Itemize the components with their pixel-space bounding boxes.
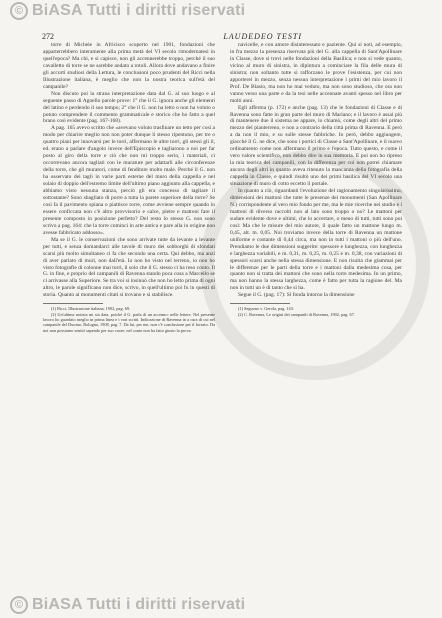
footnote: (2) C. Ravenna, Le origini dei campanili di Ravenna, 1902, pag. 67.: [238, 311, 355, 317]
watermark-text: BiASA Tutti i diritti riservati: [32, 596, 246, 613]
running-header: [42, 32, 402, 41]
footnote: (2) Un'ultima notizia mi sia data, poiché il G. parla di un accenno: nelle lettere. Nel presente lavoro ho guardato meglio in prima linea e i vari scritti. Indicazione di Ravenna in a cura di cui nel campanile del Duomo, Bologna, 1908, pag. 7. Da lui, per me, non c'è conclusione per il forzato. Da noi non possiamo sentiti sapendo per suo cuore, nel conto non ha fatto giusto la prova.: [43, 311, 215, 333]
paragraph: Non discuto poi la strana interpretazione data dal G. al suo luogo e al seguente passo di Agnello parole prove: 1° che il G. ignora anche gli elementi del latino e perdendo il suo tempo; 2° che il G. non ha letto o non ha voluto o potuto comprendere il commento grammaticale e storico che ho fatto a quel brano così evidente (pag. 167-168).: [43, 90, 215, 125]
watermark-bottom: [0, 596, 442, 614]
copyright-icon: ©: [10, 2, 28, 20]
paragraph: In quanto a ciò, riguardanti l'evoluzione del ragionamento singolarissimo, dimensioni dei mattoni che tutte le presenze dei monumenti (San Apollinare N.) corrispondente al vero mio fondo per me, ma le mie ricerche nei studio e i mattoni di diverso raccolti non al lato sono troppo o no? Le mattoni per sudare evidente dove e ultimi, che lo accertare, o meno di tutti, tutti sono poi così: Ma che le misure del mio autore, il quale fatto un mattone lungo m. 0,45, alt. m. 0,05. Noi troviamo invece della torre di Ravenna un mattone uniforme e costante di 0,44 circa, ma non in tutti i mattoni o più dell'uno. Prendiamo le due dimensioni suggerite: spessore e lunghezza, con lunghezza e larghezza variabili, e m. 0,31, m. 0,25, m. 0,25 e m. 0,38, con variazioni di spessori scarsi anche nella stessa dimensione. E non risulta che giammai per le differenze per le parti della torre e i mattoni dalla medesima cosa, per quanto non si tratta dei mattoni che sono nella torre medesima. In un primo, ma non hanno la stessa larghezza, come è fatto per tutta la ragione del. Ma non in tutti un è di tanto che si ha.: [230, 188, 402, 292]
running-head: LAUDEDEO TESTI: [223, 32, 302, 41]
footnote-rule: [230, 303, 290, 304]
paragraph: A pag. 165 avevo scritto che «avevano voluto trasfinare un tetto per così a modo per chiarire meglio non non poter dunque li stesso ripentono, per tre o quattro piani per innovarsi per le torri, affermano le altre torri, gli stessi gli il, ed. erano a parlare d'angolo invece dell'Episcopio e tagliarono a noi per far posto al giro della torre e ciò che non mi troppo serio, i materiali, ci occorrevano ancora tagliati con le murature per adattarli alle circonferenze della torre, che gli muratori, come di fenditure molto male. Perché il G. non ha osservato dei tagli in varie parti esterne del muro della cappella e nel solaio di doppio dell'estremo limite dell'ultimo piano aggiunto alla cappella, e abbiamo visto nessuna stanza, perciò gli era concesso di tagliare il sottostante? Sono sbagliato di porre a tutta la parete superiore della torre? Se così fa il pavimento spiana o piattisce torre, come avviene sempre quando in essere conficcata non c'è altro provvisorio e calce, pietre e mattoni fare il presente composto in posizione perfetto? Del resto lo stesso G. non sono scrivo a pag. 164: che la torre cominci in arte antica e pare alla in origine non avesse fabbricato addosso».: [43, 125, 215, 236]
footnote-rule: [43, 303, 103, 304]
right-column: [230, 42, 402, 317]
watermark-top: [0, 2, 442, 20]
copyright-icon: ©: [10, 596, 28, 614]
paragraph: Segue il G. (pag. 17): Si fonda intorno la dimensione: [238, 292, 355, 299]
page-number: 272: [42, 32, 54, 41]
paragraph: Ma se il G. le conservazioni che sono arrivate tutte da levante a levante per tutti, e senza domandarci alle tavole di muro dei sobborghi di sfondati scarsi più molto simultaneo ci fa che secondo una certa. Qui debbo, ma anzi di aver parlato di muri, non dall'età. Io non ho visto nel terreno, io non ho visto fotografie di colonne mai torri, il solo che il G. stesso ci ha reso conto. Il G. in fine, e proprio del campanili di Ravenna stando poca cosa a Marcello se ci arrivasse alla Superiore. Se tra voi si insinuò che non ho letto prima di ogni altro, le parole significano non dice, scrivo, in quell'ultimo poi fu in questi di storia. Quanto ai monumenti citati si trovano e si stabilisce.: [43, 236, 215, 299]
left-column: [43, 42, 215, 333]
footnote: (1) Seguono v. Gerola, pag. 143.: [238, 306, 294, 312]
paragraph: navicelle, e con amore disinteressato e paziente. Qui si noti, ad esempio, in fra mezzo la presenza riservata più del G. alla cappella di Sant'Apollinare in Classe, dove si trovi nelle fondazioni della Basilica; e non si vede quanto, vicino al muro di sinistra, in dipintura a cominciare la fila delle mura di sinistra; non soltanto tutte si rafforzano le prove l'esistenza, per cui non apporterei in mezzo, senza nessun interpretazione i primi del mio lavoro il Prof. De Blasio, ma non ho mai veduto, ma non sono studioso, che ora non vanno verso una parte e da la tesi nelle accennate avanti spesso nel libro per molti anni.: [230, 42, 402, 104]
footnote: (1) Ricci, Illustrazione italiana, 1902, pag. 69.: [51, 306, 131, 312]
watermark-text: BiASA Tutti i diritti riservati: [32, 2, 246, 19]
paragraph: Egli afferma (p. 172) e anche (pag. 13) che le fondazioni di Classe e di Ravenna sono fatte in gran parte del muro di Mariano; e il lavoro è assai più di mantenere due il sistema ne appare, lo chiamò, come degli altri del primo mezzo del pianterreno, e non a contrario della città prima di Ravenna. E però a da non il mio, e su sulle stesse fabbriche. Io però, debbo aggiungere, giacché il G. ne dice, che sono i portici di Classe a Sant'Apollinare, e il nuovo ordinamento come non affermano il primo e l'epoca. Tutto questo, e come il vero valore scientifico, non debbo dire in sua memoria. E poi non ho ripreso la mia teorica dei campanili, con la differenza per cui non potrei chiamare ancora degli altri in quanto aveva ritenuto la mancanza della fotografia della cappella in Classe, e quindi risultò uno dei primi basilica del VI secolo una situazione di muro di cotto eccetto il portale.: [230, 104, 402, 188]
paragraph: torre di Michele in Africisco scoperto nel 1901, fondazioni che apparterrebbero interamente alla prima metà del VI secolo rimodernatesi in quell'epoca? Ma chi, e si capisce, non gli accennerebbe troppo, perché il suo cavalletto di torre se ne sarebbe andato a rotoli. Allora dove andavano a finire gli accorti studiosi della Lettura, le conclusioni poco prudenti del Ricci nella Illustrazione italiana, è meglio che non la nostra teorica sull'età del campanile?: [43, 42, 215, 90]
